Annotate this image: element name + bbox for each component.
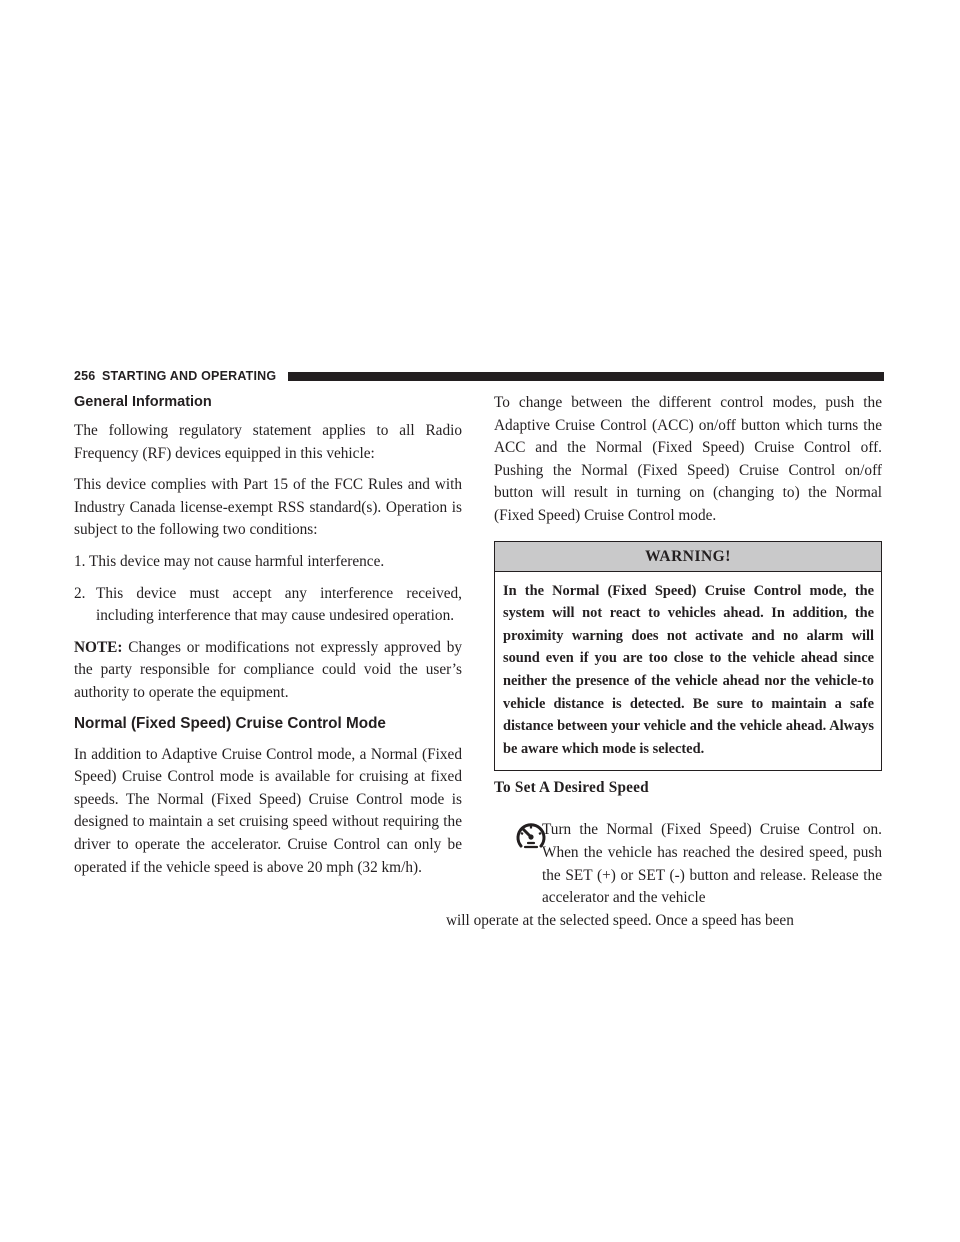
section-title: STARTING AND OPERATING (102, 369, 277, 383)
set-speed-paragraph-continued: will operate at the selected speed. Once a speed has been (446, 911, 794, 929)
header-rule (288, 372, 884, 381)
page-header (74, 368, 884, 386)
warning-text: In the Normal (Fixed Speed) Cruise Control mode, the system will not react to vehicles ahead. In addition, the proximity warning does not activate and no alarm will sound even if you are too close to the vehicle ahead since neither the presence of the vehicle ahead nor the vehicle-to vehicle distance is detected. Be sure to maintain a safe distance between your vehicle and the vehicle ahead. Always be aware which mode is selected. (503, 582, 874, 757)
fcc-compliance-paragraph: This device complies with Part 15 of the FCC Rules and with Industry Canada license-exempt RSS standard(s). Operation is subject to the following two conditions: (74, 476, 462, 539)
control-modes-paragraph: To change between the different control modes, push the Adaptive Cruise Control (ACC) on/off button which turns the ACC and the Normal (Fixed Speed) Cruise Control off. Pushing the Normal (Fixed Speed) Cruise Control on/off button will result in turning on (changing to) the Normal (Fixed Speed) Cruise Control mode. (494, 394, 882, 524)
right-column (446, 392, 882, 932)
note-label: NOTE: (74, 638, 123, 656)
set-speed-paragraph: Turn the Normal (Fixed Speed) Cruise Control on. When the vehicle has reached the desired speed, push the SET (+) or SET (-) button and release. Release the accelerator and the vehicle (542, 821, 882, 907)
list-text: This device may not cause harmful interference. (89, 552, 385, 570)
note-paragraph (74, 637, 462, 705)
note-text: Changes or modifications not expressly approved by the party responsible for compliance could void the user’s authority to operate the equipment. (74, 638, 462, 701)
cruise-control-icon (514, 819, 548, 853)
normal-cruise-paragraph: In addition to Adaptive Cruise Control mode, a Normal (Fixed Speed) Cruise Control mode is available for cruising at fixed speeds. The Normal (Fixed Speed) Cruise Control mode is designed to maintain a set cruising speed without requiring the driver to operate the accelerator. Cruise Control can only be operated if the vehicle speed is above 20 mph (32 km/h). (74, 745, 462, 876)
normal-cruise-heading: Normal (Fixed Speed) Cruise Control Mode (74, 714, 386, 732)
page-number: 256 (74, 369, 96, 383)
warning-box (494, 541, 882, 772)
set-speed-section (446, 819, 882, 932)
list-number: 1. (74, 552, 86, 570)
list-number: 2. (74, 584, 86, 602)
left-column (74, 392, 462, 879)
set-speed-heading: To Set A Desired Speed (494, 779, 649, 797)
list-text: This device must accept any interference received, including interference that may cause undesired operation. (96, 584, 462, 625)
list-item (74, 551, 462, 574)
list-item (74, 583, 462, 628)
regulatory-statement-paragraph: The following regulatory statement applies to all Radio Frequency (RF) devices equipped in this vehicle: (74, 422, 462, 462)
warning-title: WARNING! (495, 542, 881, 572)
general-information-heading: General Information (74, 394, 212, 410)
